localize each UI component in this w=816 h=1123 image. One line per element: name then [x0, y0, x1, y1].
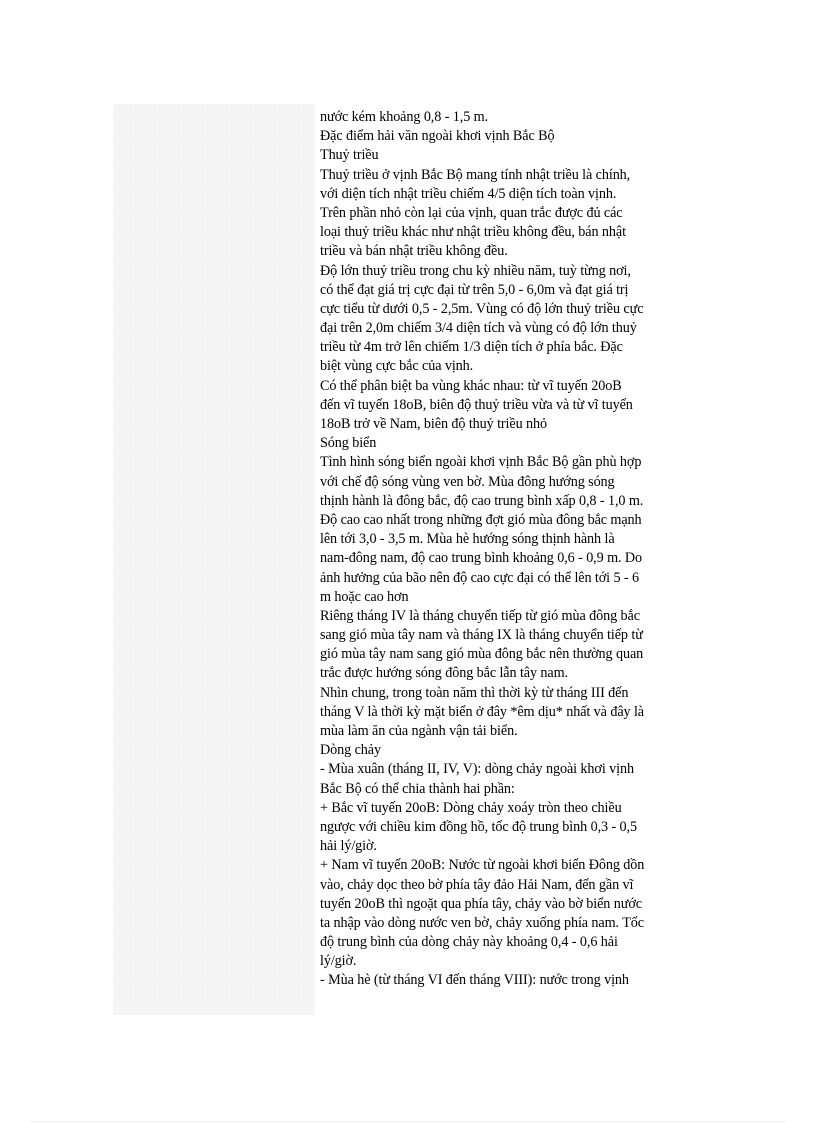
text-line: biệt vùng cực bắc của vịnh. [320, 358, 474, 375]
text-line: gió mùa tây nam sang gió mùa đông bắc nên thường quan [320, 646, 644, 663]
text-line: + Nam vĩ tuyến 20oB: Nước từ ngoài khơi biển Đông dồn [320, 857, 645, 874]
text-line: đến vĩ tuyến 18oB, biên độ thuỷ triều vừa và từ vĩ tuyến [320, 396, 633, 413]
left-margin-panel [113, 104, 315, 1015]
text-line: + Bắc vĩ tuyến 20oB: Dòng chảy xoáy tròn theo chiều [320, 799, 622, 816]
text-line: Đặc điểm hải văn ngoài khơi vịnh Bắc Bộ [320, 128, 555, 145]
text-line: ngược với chiều kim đồng hồ, tốc độ trung bình 0,3 - 0,5 [320, 818, 637, 835]
text-line: mùa làm ăn của ngành vận tải biển. [320, 723, 518, 739]
text-line: Sóng biển [320, 435, 377, 452]
text-line: độ trung bình của dòng chảy này khoảng 0,4 - 0,6 hải [320, 934, 618, 951]
text-line: ta nhập vào dòng nước ven bờ, chảy xuống phía nam. Tốc [320, 914, 644, 931]
text-line: Riêng tháng IV là tháng chuyển tiếp từ gió mùa đông bắc [320, 607, 640, 624]
text-line: sang gió mùa tây nam và tháng IX là tháng chuyển tiếp từ [320, 627, 643, 644]
text-line: Nhìn chung, trong toàn năm thì thời kỳ từ tháng III đến [320, 684, 629, 701]
text-line: lên tới 3,0 - 3,5 m. Mùa hè hướng sóng thịnh hành là [320, 531, 615, 548]
text-line: Thuỷ triều [320, 147, 379, 164]
text-line: triều và bán nhật triều không đều. [320, 243, 508, 260]
document-body [320, 108, 700, 991]
text-line: có thể đạt giá trị cực đại từ trên 5,0 - 6,0m và đạt giá trị [320, 281, 629, 298]
text-line: Độ lớn thuỷ triều trong chu kỳ nhiều năm, tuỳ từng nơi, [320, 262, 631, 279]
text-line: - Mùa xuân (tháng II, IV, V): dòng chảy ngoài khơi vịnh [320, 761, 634, 778]
text-line: đại trên 2,0m chiếm 3/4 diện tích và vùng có độ lớn thuỷ [320, 320, 637, 337]
text-line: nam-đông nam, độ cao trung bình khoảng 0,6 - 0,9 m. Do [320, 550, 643, 567]
text-line: ảnh hưởng của bão nên độ cao cực đại có thể lên tới 5 - 6 [320, 569, 639, 586]
text-line: với diện tích nhật triều chiếm 4/5 diện tích toàn vịnh. [320, 185, 617, 202]
text-line: cực tiểu từ dưới 0,5 - 2,5m. Vùng có độ lớn thuỷ triều cực [320, 300, 644, 317]
text-line: thịnh hành là đông bắc, độ cao trung bình xấp 0,8 - 1,0 m. [320, 492, 644, 509]
text-line: Thuỷ triều ở vịnh Bắc Bộ mang tính nhật triều là chính, [320, 166, 631, 183]
text-line: Bắc Bộ có thể chia thành hai phần: [320, 780, 515, 797]
text-line: Trên phần nhỏ còn lại của vịnh, quan trắc được đủ các [320, 204, 623, 221]
text-line: Tình hình sóng biển ngoài khơi vịnh Bắc Bộ gần phù hợp [320, 454, 642, 471]
text-line: Độ cao cao nhất trong những đợt gió mùa đông bắc mạnh [320, 511, 642, 528]
text-line: lý/giờ. [320, 953, 357, 970]
text-line: - Mùa hè (từ tháng VI đến tháng VIII): nước trong vịnh [320, 972, 629, 989]
text-line: m hoặc cao hơn [320, 588, 409, 605]
text-line: triều từ 4m trở lên chiếm 1/3 diện tích ở phía bắc. Đặc [320, 339, 623, 356]
text-line: 18oB trở về Nam, biên độ thuỷ triều nhỏ [320, 416, 548, 432]
text-line: tuyến 20oB thì ngoặt qua phía tây, chảy vào bờ biển nước [320, 895, 642, 912]
text-line: nước kém khoảng 0,8 - 1,5 m. [320, 109, 489, 125]
text-line: hải lý/giờ. [320, 838, 377, 855]
text-line: trắc được hướng sóng đông bắc lẫn tây nam. [320, 665, 568, 682]
text-line: vào, chảy dọc theo bờ phía tây đảo Hải Nam, đến gần vĩ [320, 876, 634, 893]
page-bottom-rule [30, 1121, 786, 1122]
text-line: Có thể phân biệt ba vùng khác nhau: từ vĩ tuyến 20oB [320, 377, 622, 394]
text-line: với chế độ sóng vùng ven bờ. Mùa đông hướng sóng [320, 473, 615, 490]
text-line: tháng V là thời kỳ mặt biển ở đây *êm dịu* nhất và đây là [320, 703, 644, 720]
text-line: Dòng chảy [320, 742, 381, 759]
text-line: loại thuỷ triều khác như nhật triều không đều, bán nhật [320, 224, 626, 241]
